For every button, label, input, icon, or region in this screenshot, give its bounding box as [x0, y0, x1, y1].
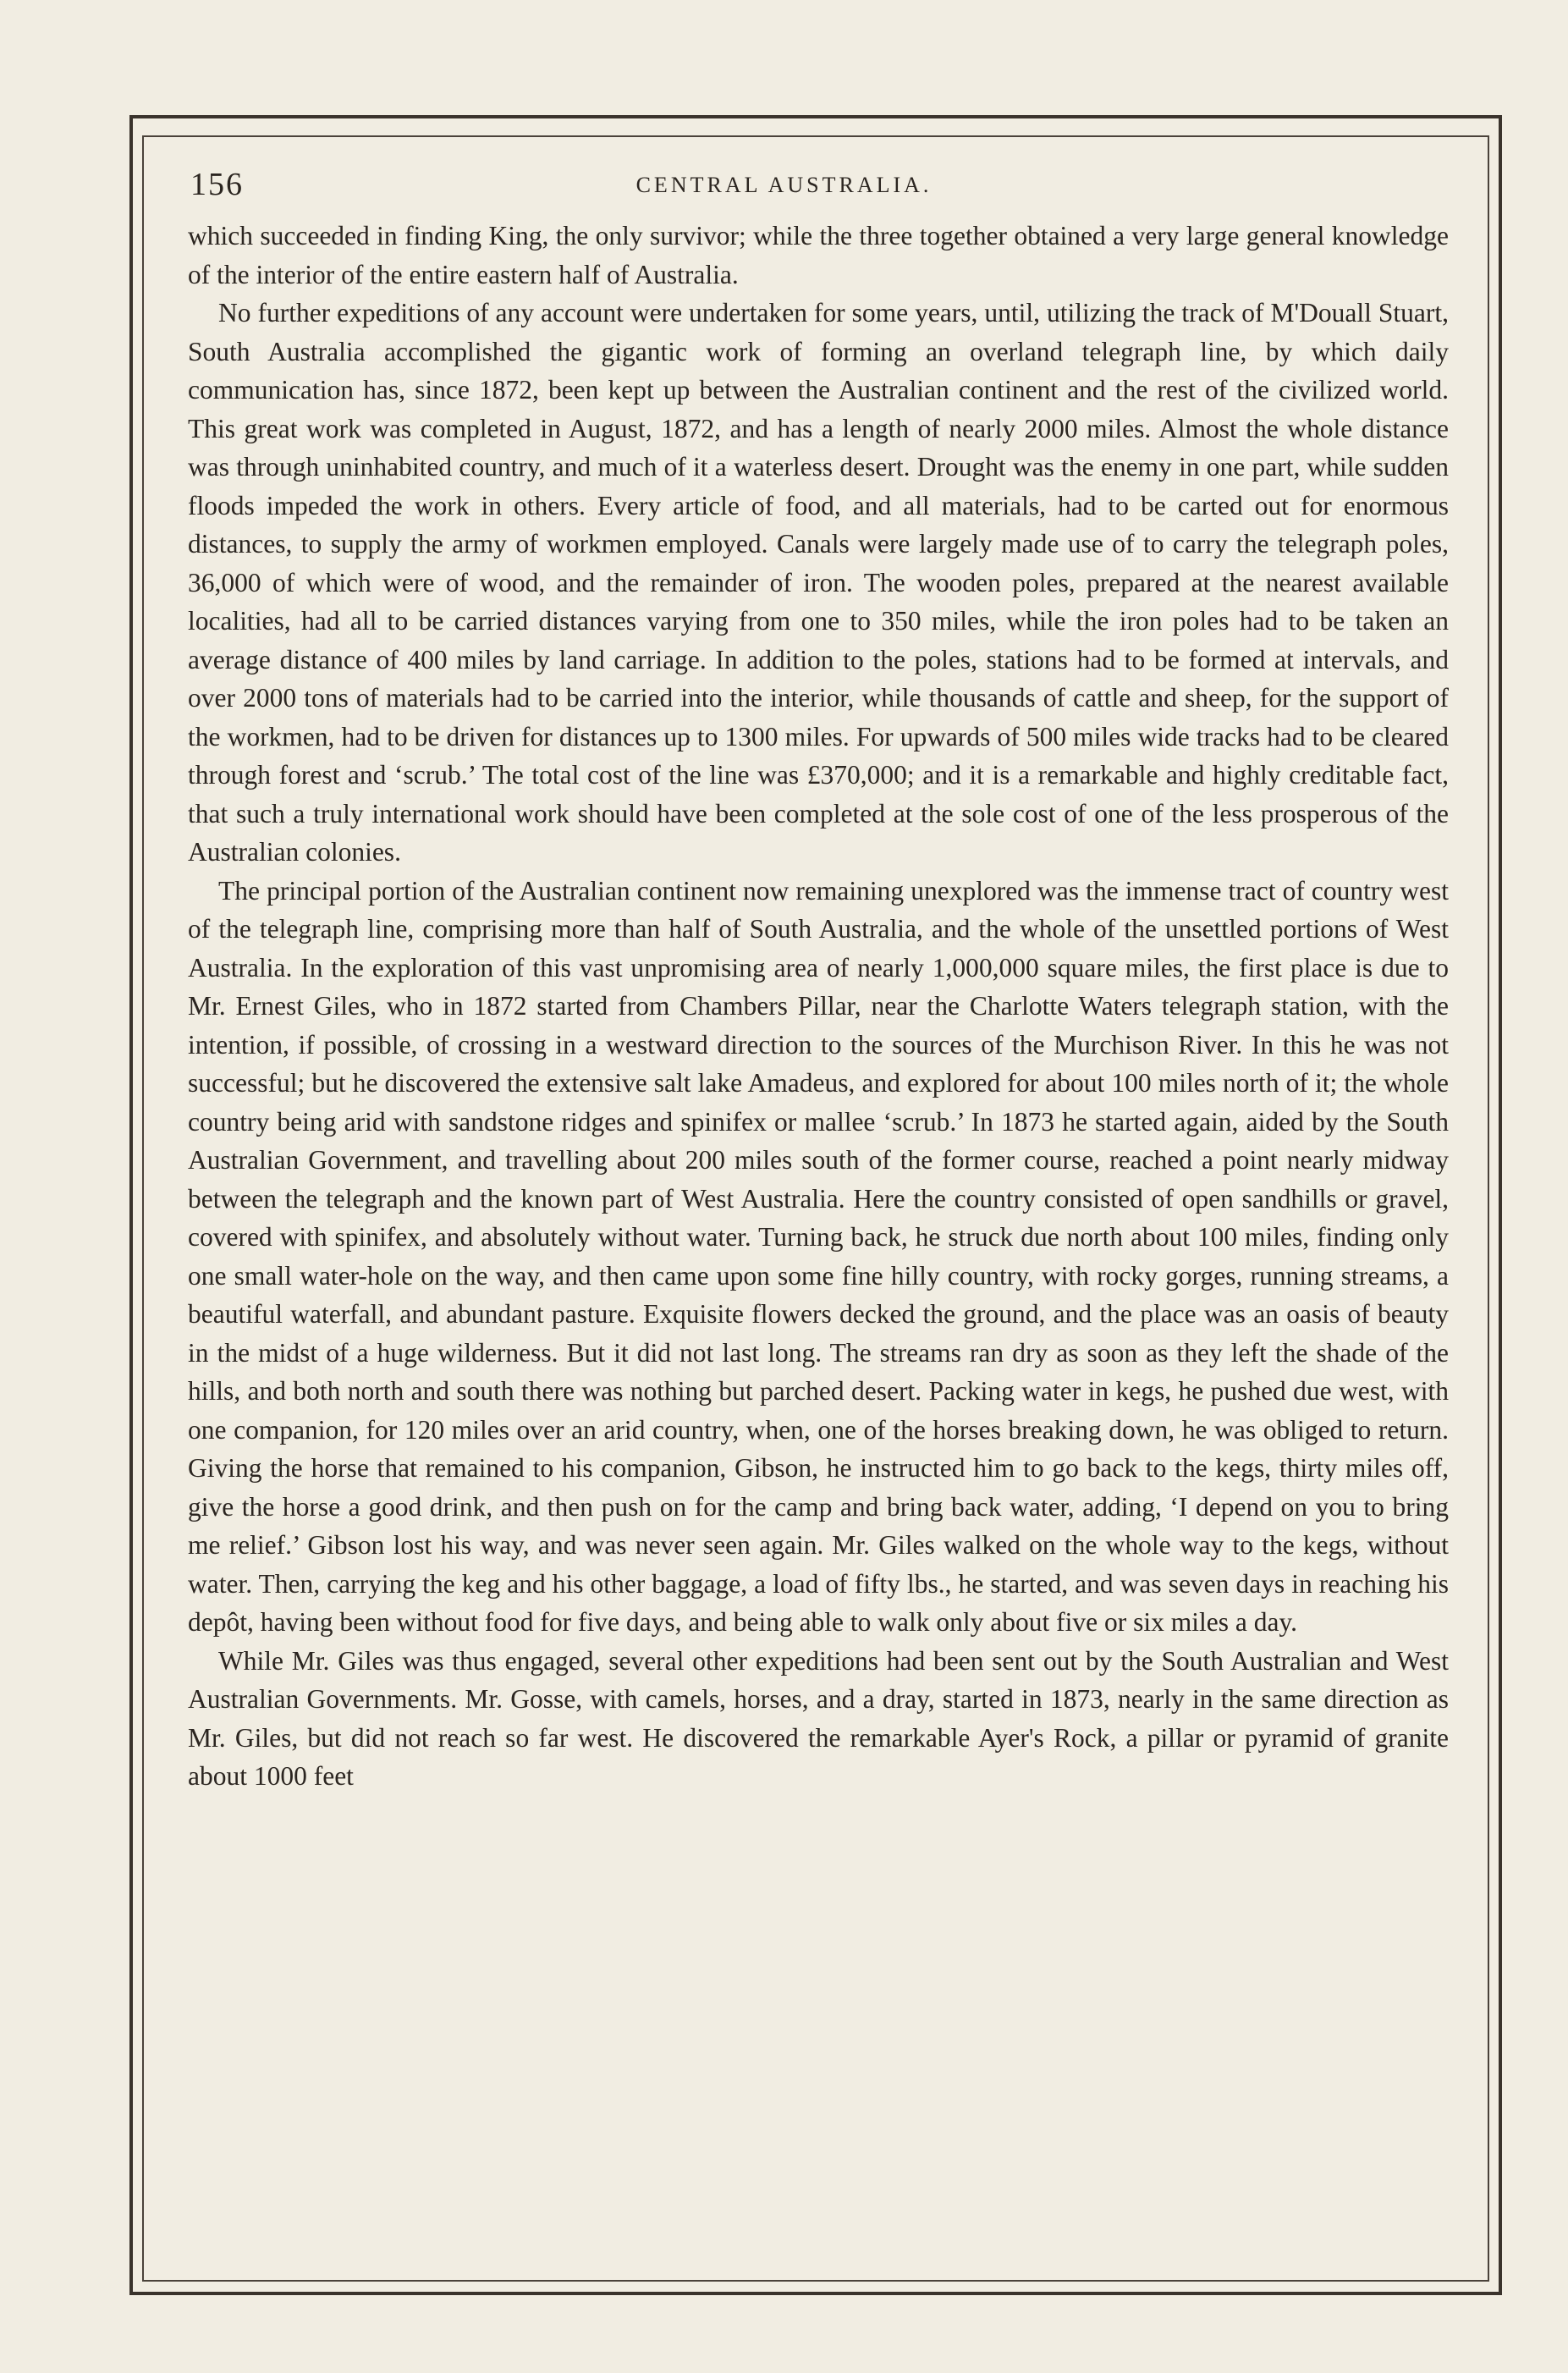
- page-number: 156: [190, 167, 244, 202]
- body-text: [188, 217, 1449, 1796]
- paragraph-giles-expedition: The principal portion of the Australian continent now remaining unexplored was the immense tract of country west of the telegraph line, comprising more than half of South Australia, and the whole of the unsettled portions of West Australia. In the exploration of this vast unpromising area of nearly 1,000,000 square miles, the first place is due to Mr. Ernest Giles, who in 1872 started from Chambers Pillar, near the Charlotte Waters telegraph station, with the intention, if possible, of crossing in a westward direction to the sources of the Murchison River. In this he was not successful; but he discovered the extensive salt lake Amadeus, and explored for about 100 miles north of it; the whole country being arid with sandstone ridges and spinifex or mallee ‘scrub.’ In 1873 he started again, aided by the South Australian Government, and travelling about 200 miles south of the former course, reached a point nearly midway between the telegraph and the known part of West Australia. Here the country consisted of open sandhills or gravel, covered with spinifex, and absolutely without water. Turning back, he struck due north about 100 miles, finding only one small water-hole on the way, and then came upon some fine hilly country, with rocky gorges, running streams, a beautiful waterfall, and abundant pasture. Exquisite flowers decked the ground, and the place was an oasis of beauty in the midst of a huge wilderness. But it did not last long. The streams ran dry as soon as they left the shade of the hills, and both north and south there was nothing but parched desert. Packing water in kegs, he pushed due west, with one companion, for 120 miles over an arid country, when, one of the horses breaking down, he was obliged to return. Giving the horse that remained to his companion, Gibson, he instructed him to go back to the kegs, thirty miles off, give the horse a good drink, and then push on for the camp and bring back water, adding, ‘I depend on you to bring me relief.’ Gibson lost his way, and was never seen again. Mr. Giles walked on the whole way to the kegs, without water. Then, carrying the keg and his other baggage, a load of fifty lbs., he started, and was seven days in reaching his depôt, having been without food for five days, and being able to walk only about five or six miles a day.: [188, 875, 1449, 1637]
- paragraph-continuation: which succeeded in finding King, the only survivor; while the three together obtained a very large general knowledge of the interior of the entire eastern half of Australia.: [188, 221, 1449, 289]
- running-title: CENTRAL AUSTRALIA.: [635, 173, 933, 197]
- paragraph-telegraph-line: No further expeditions of any account were undertaken for some years, until, utilizing the track of M'Douall Stuart, South Australia accomplished the gigantic work of forming an overland telegraph line, by which daily communication has, since 1872, been kept up between the Australian continent and the rest of the civilized world. This great work was completed in August, 1872, and has a length of nearly 2000 miles. Almost the whole distance was through uninhabited country, and much of it a waterless desert. Drought was the enemy in one part, while sudden floods impeded the work in others. Every article of food, and all materials, had to be carted out for enormous distances, to supply the army of workmen employed. Canals were largely made use of to carry the telegraph poles, 36,000 of which were of wood, and the remainder of iron. The wooden poles, prepared at the nearest available localities, had all to be carried distances varying from one to 350 miles, while the iron poles had to be taken an average distance of 400 miles by land carriage. In addition to the poles, stations had to be formed at intervals, and over 2000 tons of materials had to be carried into the interior, while thousands of cattle and sheep, for the support of the workmen, had to be driven for distances up to 1300 miles. For upwards of 500 miles wide tracks had to be cleared through forest and ‘scrub.’ The total cost of the line was £370,000; and it is a remarkable and highly creditable fact, that such a truly international work should have been completed at the sole cost of one of the less prosperous of the Australian colonies.: [188, 298, 1449, 867]
- paragraph-gosse-expedition: While Mr. Giles was thus engaged, several other expeditions had been sent out by the South Australian and West Australian Governments. Mr. Gosse, with camels, horses, and a dray, started in 1873, nearly in the same direction as Mr. Giles, but did not reach so far west. He discovered the remarkable Ayer's Rock, a pillar or pyramid of granite about 1000 feet: [188, 1645, 1449, 1791]
